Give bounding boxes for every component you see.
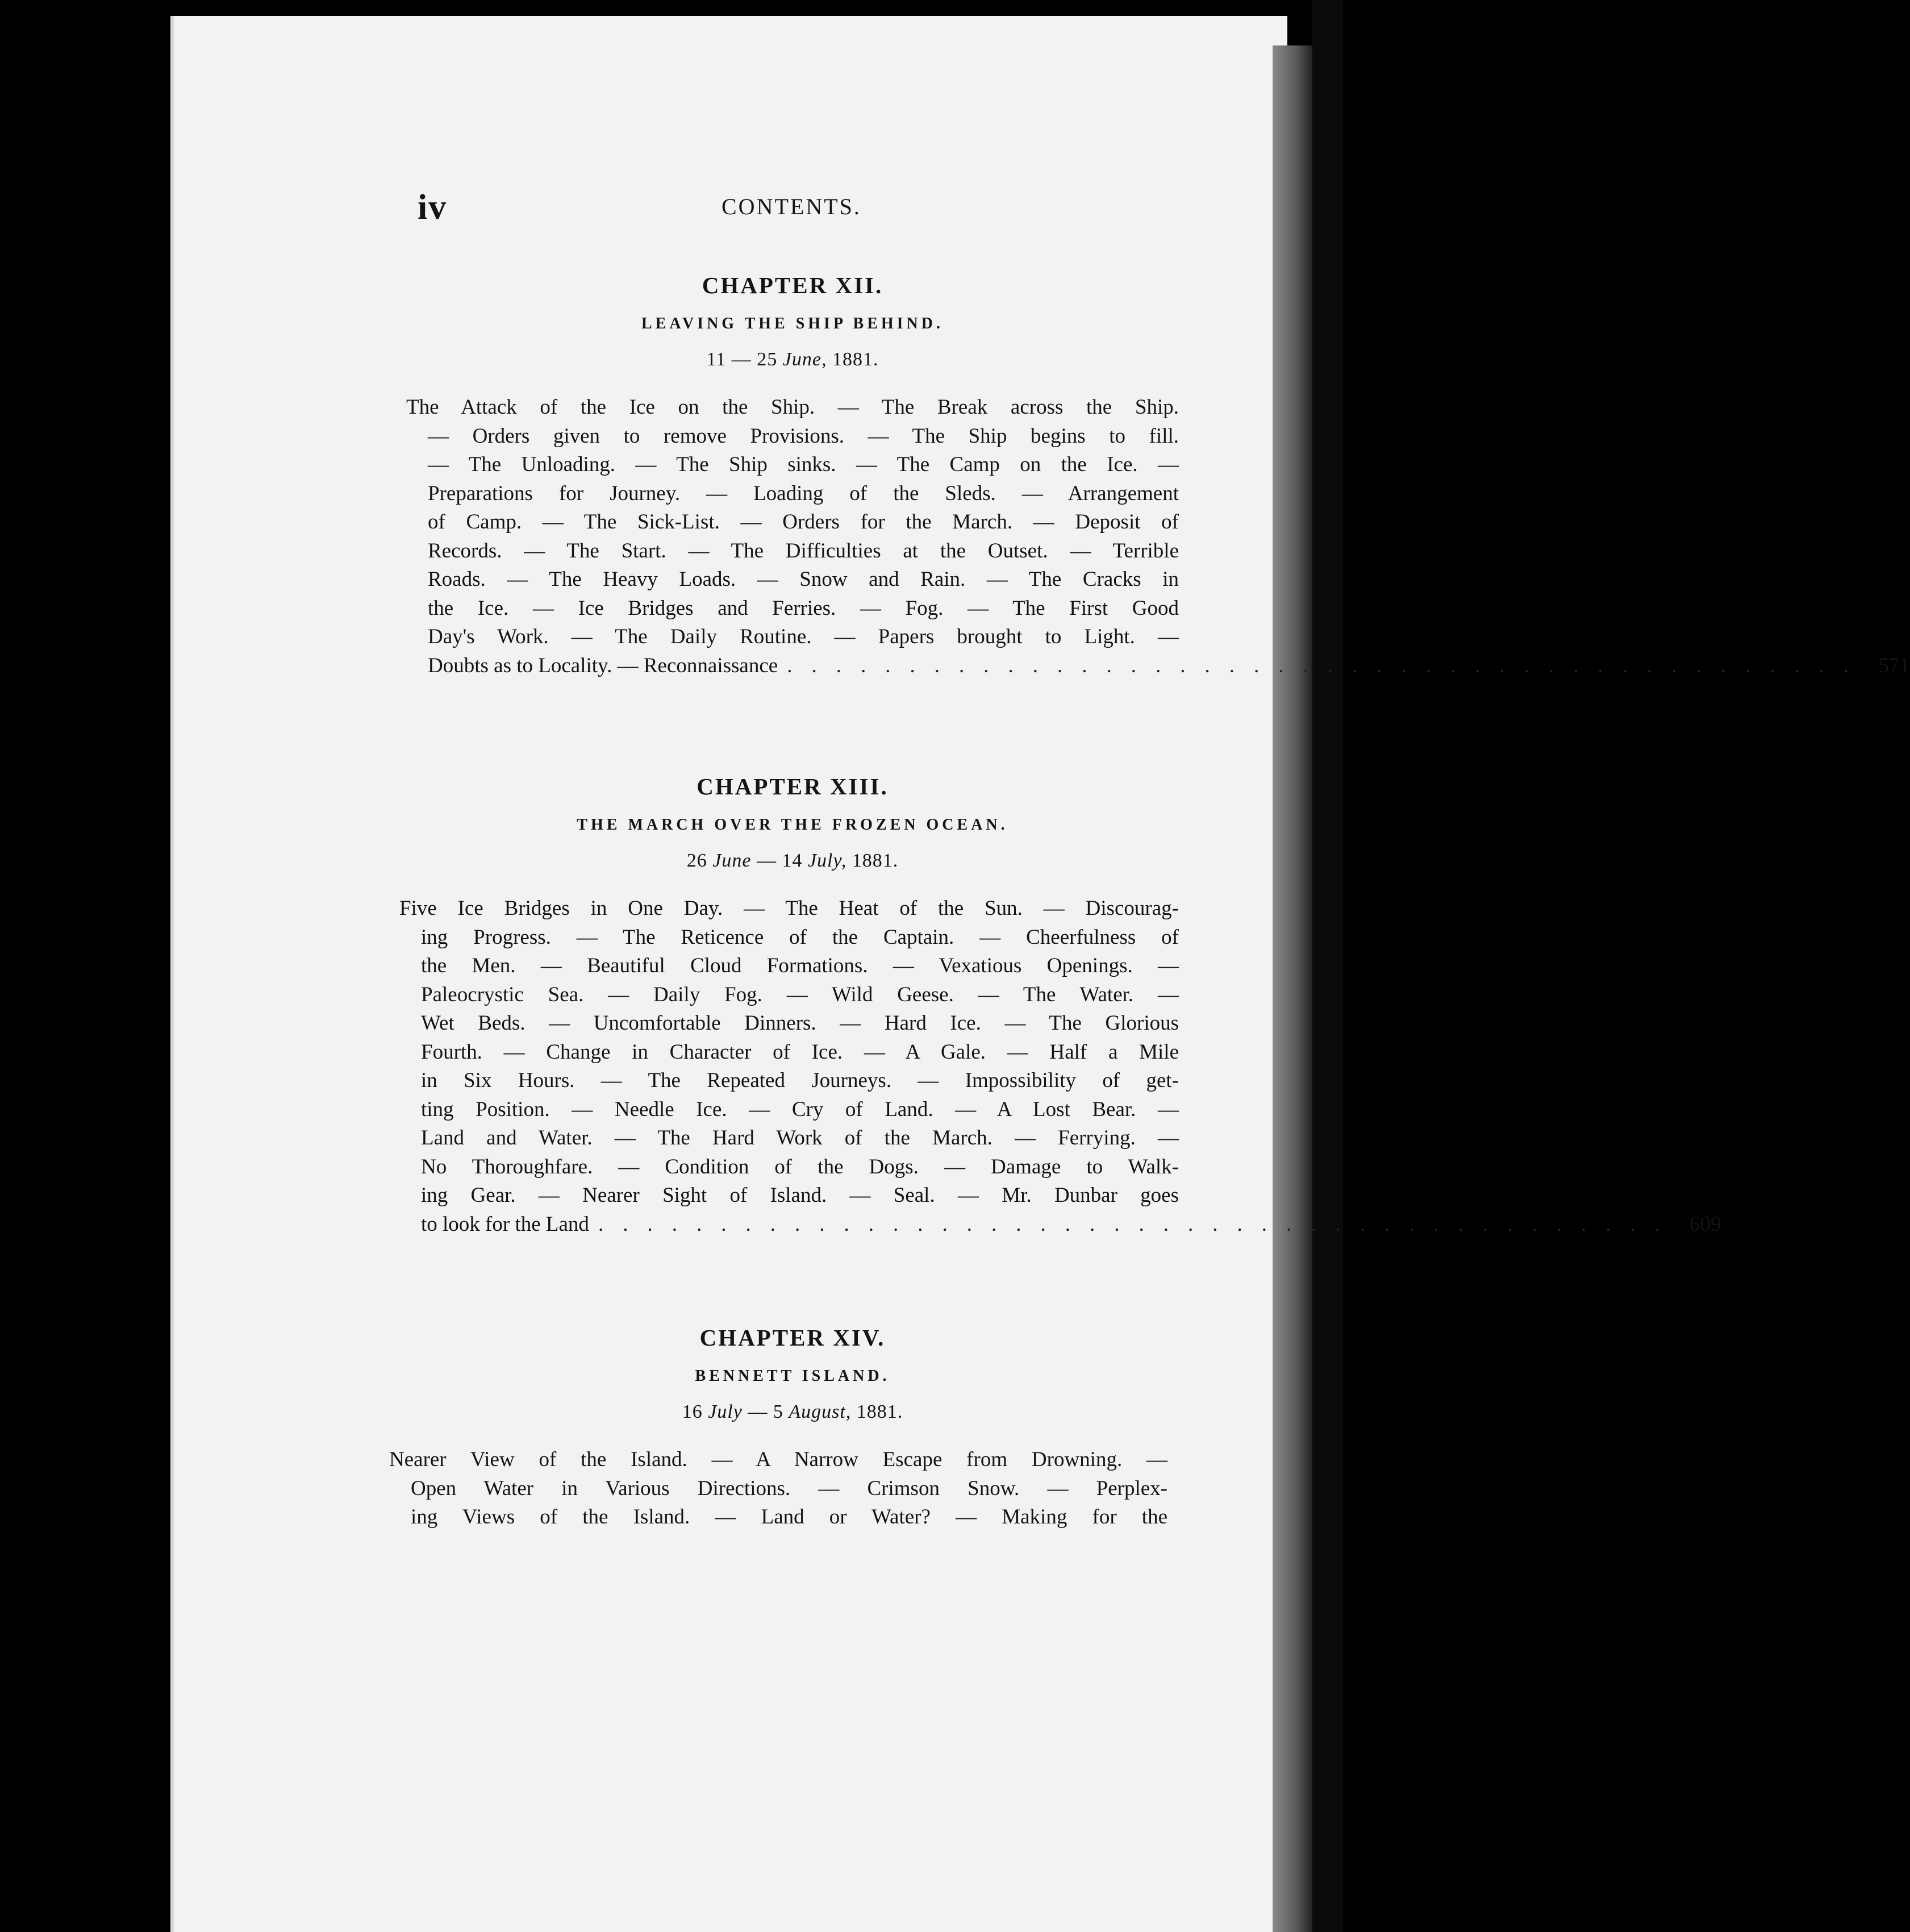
running-head: CONTENTS. bbox=[722, 194, 861, 219]
chapter-xiv-entry bbox=[389, 1324, 1179, 1532]
synopsis-last-line bbox=[406, 652, 1910, 681]
synopsis-line: Five Ice Bridges in One Day. — The Heat of the Sun. — Discourag- bbox=[399, 897, 1179, 920]
dot-leader: ............................................ bbox=[598, 1212, 1679, 1236]
chapter-synopsis bbox=[389, 1446, 1167, 1532]
synopsis-line: — Orders given to remove Provisions. — The Ship begins to fill. bbox=[428, 424, 1179, 448]
synopsis-line: No Thoroughfare. — Condition of the Dogs. — Damage to Walk- bbox=[421, 1155, 1179, 1179]
synopsis-line: — The Unloading. — The Ship sinks. — The Camp on the Ice. — bbox=[428, 453, 1179, 476]
chapter-date: 11 — 25 June, 1881. bbox=[706, 349, 879, 370]
chapter-xii-entry bbox=[406, 272, 1910, 680]
chapter-date: 26 June — 14 July, 1881. bbox=[686, 850, 899, 871]
synopsis-line: of Camp. — The Sick-List. — Orders for the March. — Deposit of bbox=[428, 510, 1179, 534]
chapter-subtitle: LEAVING THE SHIP BEHIND. bbox=[641, 315, 944, 332]
synopsis-line: in Six Hours. — The Repeated Journeys. — Impossibility of get- bbox=[421, 1069, 1179, 1092]
chapter-synopsis bbox=[399, 894, 1721, 1239]
scan-right-border bbox=[1312, 0, 1343, 1932]
dot-leader: ............................................ bbox=[787, 653, 1869, 677]
page-gutter-shadow bbox=[1273, 45, 1312, 1932]
chapter-subtitle: THE MARCH OVER THE FROZEN OCEAN. bbox=[577, 816, 1008, 834]
synopsis-line: Preparations for Journey. — Loading of the Sleds. — Arrangement bbox=[428, 481, 1179, 505]
chapter-subtitle: BENNETT ISLAND. bbox=[695, 1367, 890, 1385]
chapter-title: CHAPTER XIV. bbox=[699, 1325, 886, 1351]
synopsis-line: ting Position. — Needle Ice. — Cry of Land. — A Lost Bear. — bbox=[421, 1097, 1179, 1121]
synopsis-line: to look for the Land bbox=[421, 1212, 589, 1236]
synopsis-line: ing Progress. — The Reticence of the Captain. — Cheerfulness of bbox=[421, 925, 1179, 949]
chapter-page-number: 609 bbox=[1689, 1212, 1721, 1236]
chapter-synopsis bbox=[406, 393, 1910, 680]
synopsis-line: Open Water in Various Directions. — Crimson Snow. — Perplex- bbox=[411, 1476, 1167, 1500]
synopsis-last-line bbox=[399, 1210, 1721, 1239]
chapter-title: CHAPTER XII. bbox=[702, 272, 883, 298]
synopsis-line: Fourth. — Change in Character of Ice. — A Gale. — Half a Mile bbox=[421, 1040, 1179, 1064]
synopsis-line: the Ice. — Ice Bridges and Ferries. — Fog. — The First Good bbox=[428, 596, 1179, 620]
synopsis-line: the Men. — Beautiful Cloud Formations. — Vexatious Openings. — bbox=[421, 954, 1179, 977]
page-number: iv bbox=[418, 188, 448, 227]
synopsis-line: Doubts as to Locality. — Reconnaissance bbox=[428, 653, 778, 677]
synopsis-line: Roads. — The Heavy Loads. — Snow and Rain. — The Cracks in bbox=[428, 568, 1179, 591]
chapter-title: CHAPTER XIII. bbox=[697, 773, 889, 800]
synopsis-line: Records. — The Start. — The Difficulties at the Outset. — Terrible bbox=[428, 539, 1179, 563]
synopsis-line: Land and Water. — The Hard Work of the March. — Ferrying. — bbox=[421, 1126, 1179, 1150]
synopsis-line: Day's Work. — The Daily Routine. — Papers brought to Light. — bbox=[428, 625, 1179, 648]
chapter-page-number: 571 bbox=[1878, 653, 1910, 677]
chapter-date: 16 July — 5 August, 1881. bbox=[682, 1401, 903, 1422]
synopsis-line: Wet Beds. — Uncomfortable Dinners. — Hard Ice. — The Glorious bbox=[421, 1011, 1179, 1035]
synopsis-line: Nearer View of the Island. — A Narrow Escape from Drowning. — bbox=[389, 1448, 1167, 1471]
chapter-xiii-entry bbox=[399, 773, 1721, 1239]
synopsis-line: The Attack of the Ice on the Ship. — The Break across the Ship. bbox=[406, 395, 1179, 419]
synopsis-line: ing Views of the Island. — Land or Water? — Making for the bbox=[411, 1505, 1167, 1529]
synopsis-line: ing Gear. — Nearer Sight of Island. — Seal. — Mr. Dunbar goes bbox=[421, 1184, 1179, 1207]
synopsis-line: Paleocrystic Sea. — Daily Fog. — Wild Geese. — The Water. — bbox=[421, 982, 1179, 1006]
